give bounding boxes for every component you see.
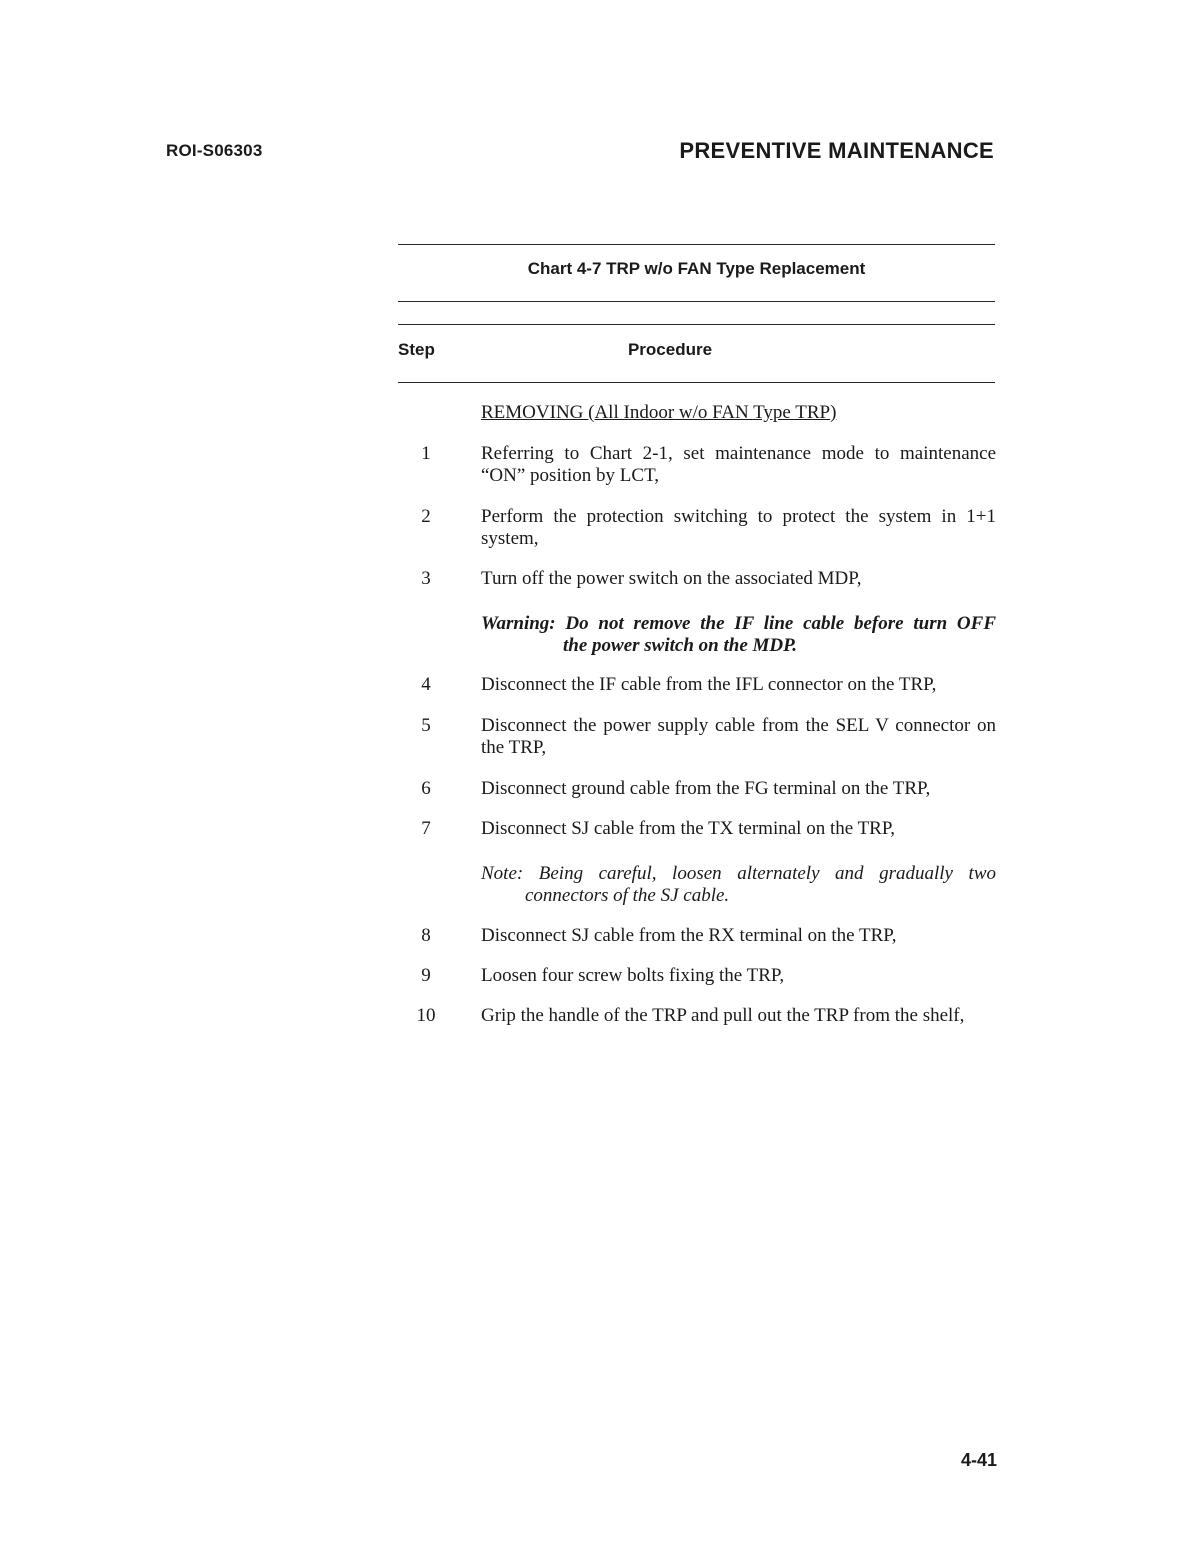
chart-title-top-rule <box>398 244 995 245</box>
table-header-bottom-rule <box>398 382 995 383</box>
table-header-top-rule <box>398 324 995 325</box>
step-number: 6 <box>421 778 431 799</box>
note-callout <box>481 863 996 907</box>
step-number: 5 <box>421 715 431 736</box>
warning-callout <box>481 613 996 657</box>
step-number: 10 <box>416 1005 436 1026</box>
warning-line-1: Warning: Do not remove the IF line cable before turn OFF <box>481 613 996 634</box>
step-text: Disconnect SJ cable from the TX terminal on the TRP, <box>481 818 896 839</box>
step-number: 7 <box>421 818 431 839</box>
document-code: ROI-S06303 <box>166 141 263 160</box>
step-text: Disconnect SJ cable from the RX terminal on the TRP, <box>481 925 897 946</box>
step-number: 9 <box>421 965 431 986</box>
warning-line-2: the power switch on the MDP. <box>563 635 798 656</box>
page-number: 4-41 <box>960 1450 997 1470</box>
column-header-procedure: Procedure <box>627 340 713 359</box>
step-number: 8 <box>421 925 431 946</box>
note-line-2: connectors of the SJ cable. <box>525 885 730 906</box>
note-line-1: Note: Being careful, loosen alternately and gradually two <box>481 863 996 884</box>
step-text: Referring to Chart 2-1, set maintenance mode to maintenance “ON” position by LCT, <box>481 443 996 486</box>
step-text: Loosen four screw bolts fixing the TRP, <box>481 965 785 986</box>
section-title: PREVENTIVE MAINTENANCE <box>679 138 994 163</box>
step-number: 4 <box>421 674 431 695</box>
step-number: 1 <box>421 443 431 464</box>
chart-title: Chart 4-7 TRP w/o FAN Type Replacement <box>527 259 866 278</box>
step-text: Grip the handle of the TRP and pull out the TRP from the shelf, <box>481 1005 965 1026</box>
procedure-subheading: REMOVING (All Indoor w/o FAN Type TRP) <box>481 402 837 423</box>
step-text: Turn off the power switch on the associated MDP, <box>481 568 862 589</box>
chart-title-bottom-rule <box>398 301 995 302</box>
step-number: 2 <box>421 506 431 527</box>
step-text: Perform the protection switching to protect the system in 1+1 system, <box>481 506 996 549</box>
step-text: Disconnect ground cable from the FG terminal on the TRP, <box>481 778 931 799</box>
step-text: Disconnect the power supply cable from the SEL V connector on the TRP, <box>481 715 996 758</box>
step-text: Disconnect the IF cable from the IFL connector on the TRP, <box>481 674 937 695</box>
column-header-step: Step <box>398 340 435 359</box>
step-number: 3 <box>421 568 431 589</box>
